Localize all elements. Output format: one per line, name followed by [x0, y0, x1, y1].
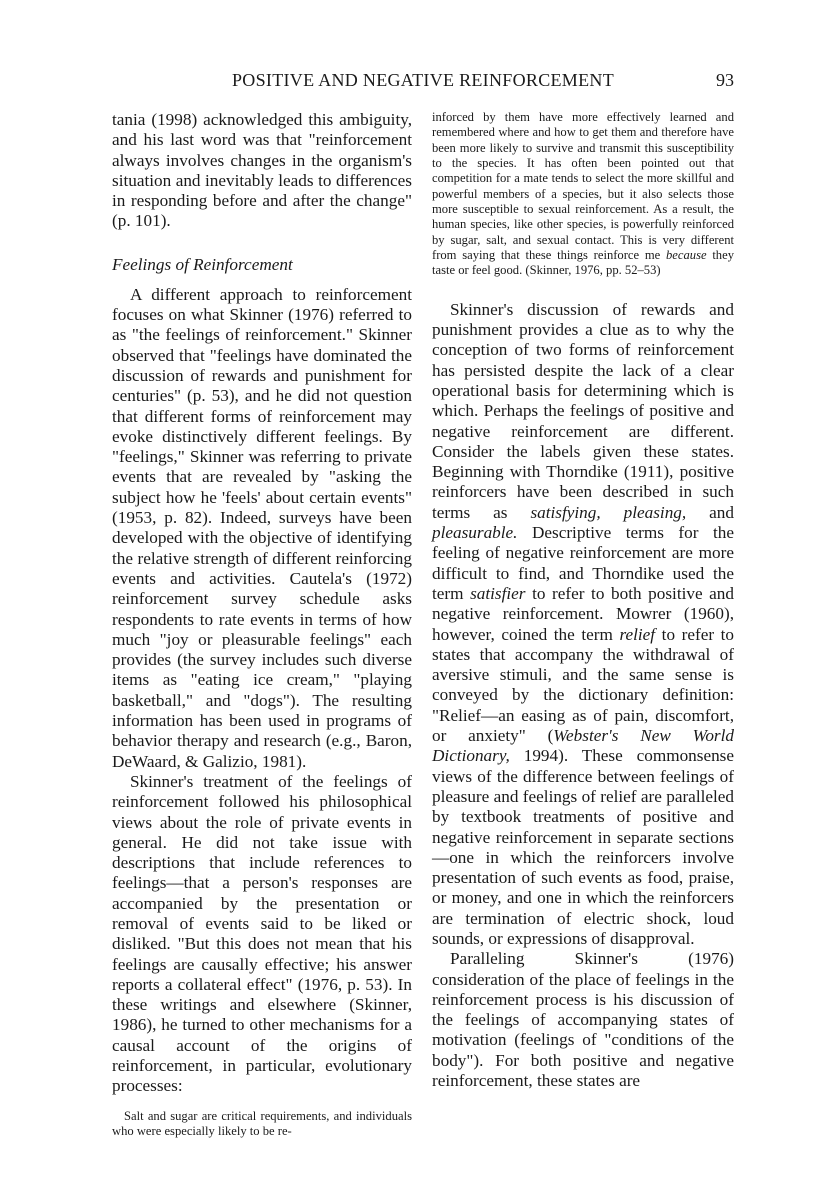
running-head — [112, 67, 734, 93]
text-run: to refer to both positive and negative reinforcement. Mowrer (1960), however, coined the term — [432, 583, 734, 644]
quote-text-end: they taste or feel good. (Skinner, 1976, pp. 52–53) — [432, 248, 734, 278]
quote-text: inforced by them have more effectively learned and remembered where and how to get them and therefore have been more likely to survive and transmit this susceptibility to the species. It has often been pointed out that competition for a mate tends to select the more skillful and powerful members of a species, but it also selects those more susceptible to sexual reinforcement. As a result, the human species, like other species, is powerfully reinforced by sugar, salt, and sexual contact. This is very different from saying that these things reinforce me — [432, 110, 734, 263]
emphasis-term: satisfier — [470, 583, 526, 603]
emphasis-term: pleasurable. — [432, 523, 518, 543]
paragraph-continued: tania (1998) acknowledged this ambiguity, and his last word was that "reinforcement always involves changes in the organism's situation and inevitably leads to differences in responding before and after the change" (p. 101). — [112, 110, 412, 231]
block-quote-continued — [432, 110, 734, 279]
page-number: 93 — [716, 70, 734, 90]
paragraph-motivation: Paralleling Skinner's (1976) consideration of the place of feelings in the reinforcement process is his discussion of the feelings of accompanying states of motivation (feelings of "conditions of the body"). For both positive and negative reinforcement, these states are — [432, 949, 734, 1091]
section-heading: Feelings of Reinforcement — [112, 254, 293, 274]
left-column — [112, 110, 412, 1139]
paragraph-feelings-intro: A different approach to reinforcement focuses on what Skinner (1976) referred to as "the feelings of reinforcement." Skinner observed that "feelings have dominated the discussion of rewards and punishment for centuries" (p. 53), and he did not question that different forms of reinforcement may evoke distinctively different feelings. By "feelings," Skinner was referring to private events that are revealed by "asking the subject how he 'feels' about certain events" (1953, p. 82). Indeed, surveys have been developed with the objective of identifying the relative strength of different reinforcing events and activities. Cautela's (1972) reinforcement survey schedule asks respondents to rate events in terms of how much "joy or pleasurable feelings" each provides (the survey includes such diverse items as "eating ice cream," "playing basketball," and "dogs"). The resulting information has been used in programs of behavior therapy and research (e.g., Baron, DeWaard, & Galizio, 1981). — [112, 284, 412, 771]
emphasis-term: satisfying, pleasing, — [530, 502, 687, 522]
text-run: 1994). These commonsense views of the difference between feelings of pleasure and feelings of relief are paralleled by textbook treatments of positive and negative reinforcement in separate sections—one in which the reinforcers involve presentation of such events as food, praise, or money, and one in which the reinforcers are termination of electric shock, loud sounds, or expressions of disapproval. — [432, 746, 734, 948]
emphasis-term: relief — [619, 624, 656, 644]
paragraph-rewards-punishment — [432, 300, 734, 950]
paragraph-skinner-treatment: Skinner's treatment of the feelings of reinforcement followed his philosophical views about the role of private events in general. He did not take issue with descriptions that include references to feelings—that a person's responses are accompanied by the presentation or removal of events said to be liked or disliked. "But this does not mean that his feelings are causally effective; his answer reports a collateral effect" (1976, p. 53). In these writings and elsewhere (Skinner, 1986), he turned to other mechanisms for a causal account of the origins of reinforcement, in particular, evolutionary processes: — [112, 771, 412, 1096]
block-quote-start: Salt and sugar are critical requirements, and individuals who were especially likely to be re- — [112, 1108, 412, 1138]
right-column — [432, 110, 734, 1091]
text-run: Descriptive terms for the feeling of negative reinforcement are more difficult to find, and Thorndike used the term — [432, 523, 734, 603]
text-run: Skinner's discussion of rewards and punishment provides a clue as to why the conception of two forms of reinforcement has persisted despite the lack of a clear operational basis for determining which is which. Perhaps the feelings of positive and negative reinforcement are different. Consider the labels given these states. Beginning with Thorndike (1911), positive reinforcers have been described in such terms as — [432, 299, 734, 522]
quote-emphasis: because — [666, 248, 707, 263]
text-run: to refer to states that accompany the withdrawal of aversive stimuli, and the same sense is conveyed by the dictionary definition: "Relief—an easing as of pain, discomfort, or anxiety" ( — [432, 624, 734, 746]
running-title: POSITIVE AND NEGATIVE REINFORCEMENT — [232, 70, 614, 90]
text-run: and — [686, 502, 734, 522]
emphasis-citation: Webster's New World Dictionary, — [432, 726, 734, 766]
